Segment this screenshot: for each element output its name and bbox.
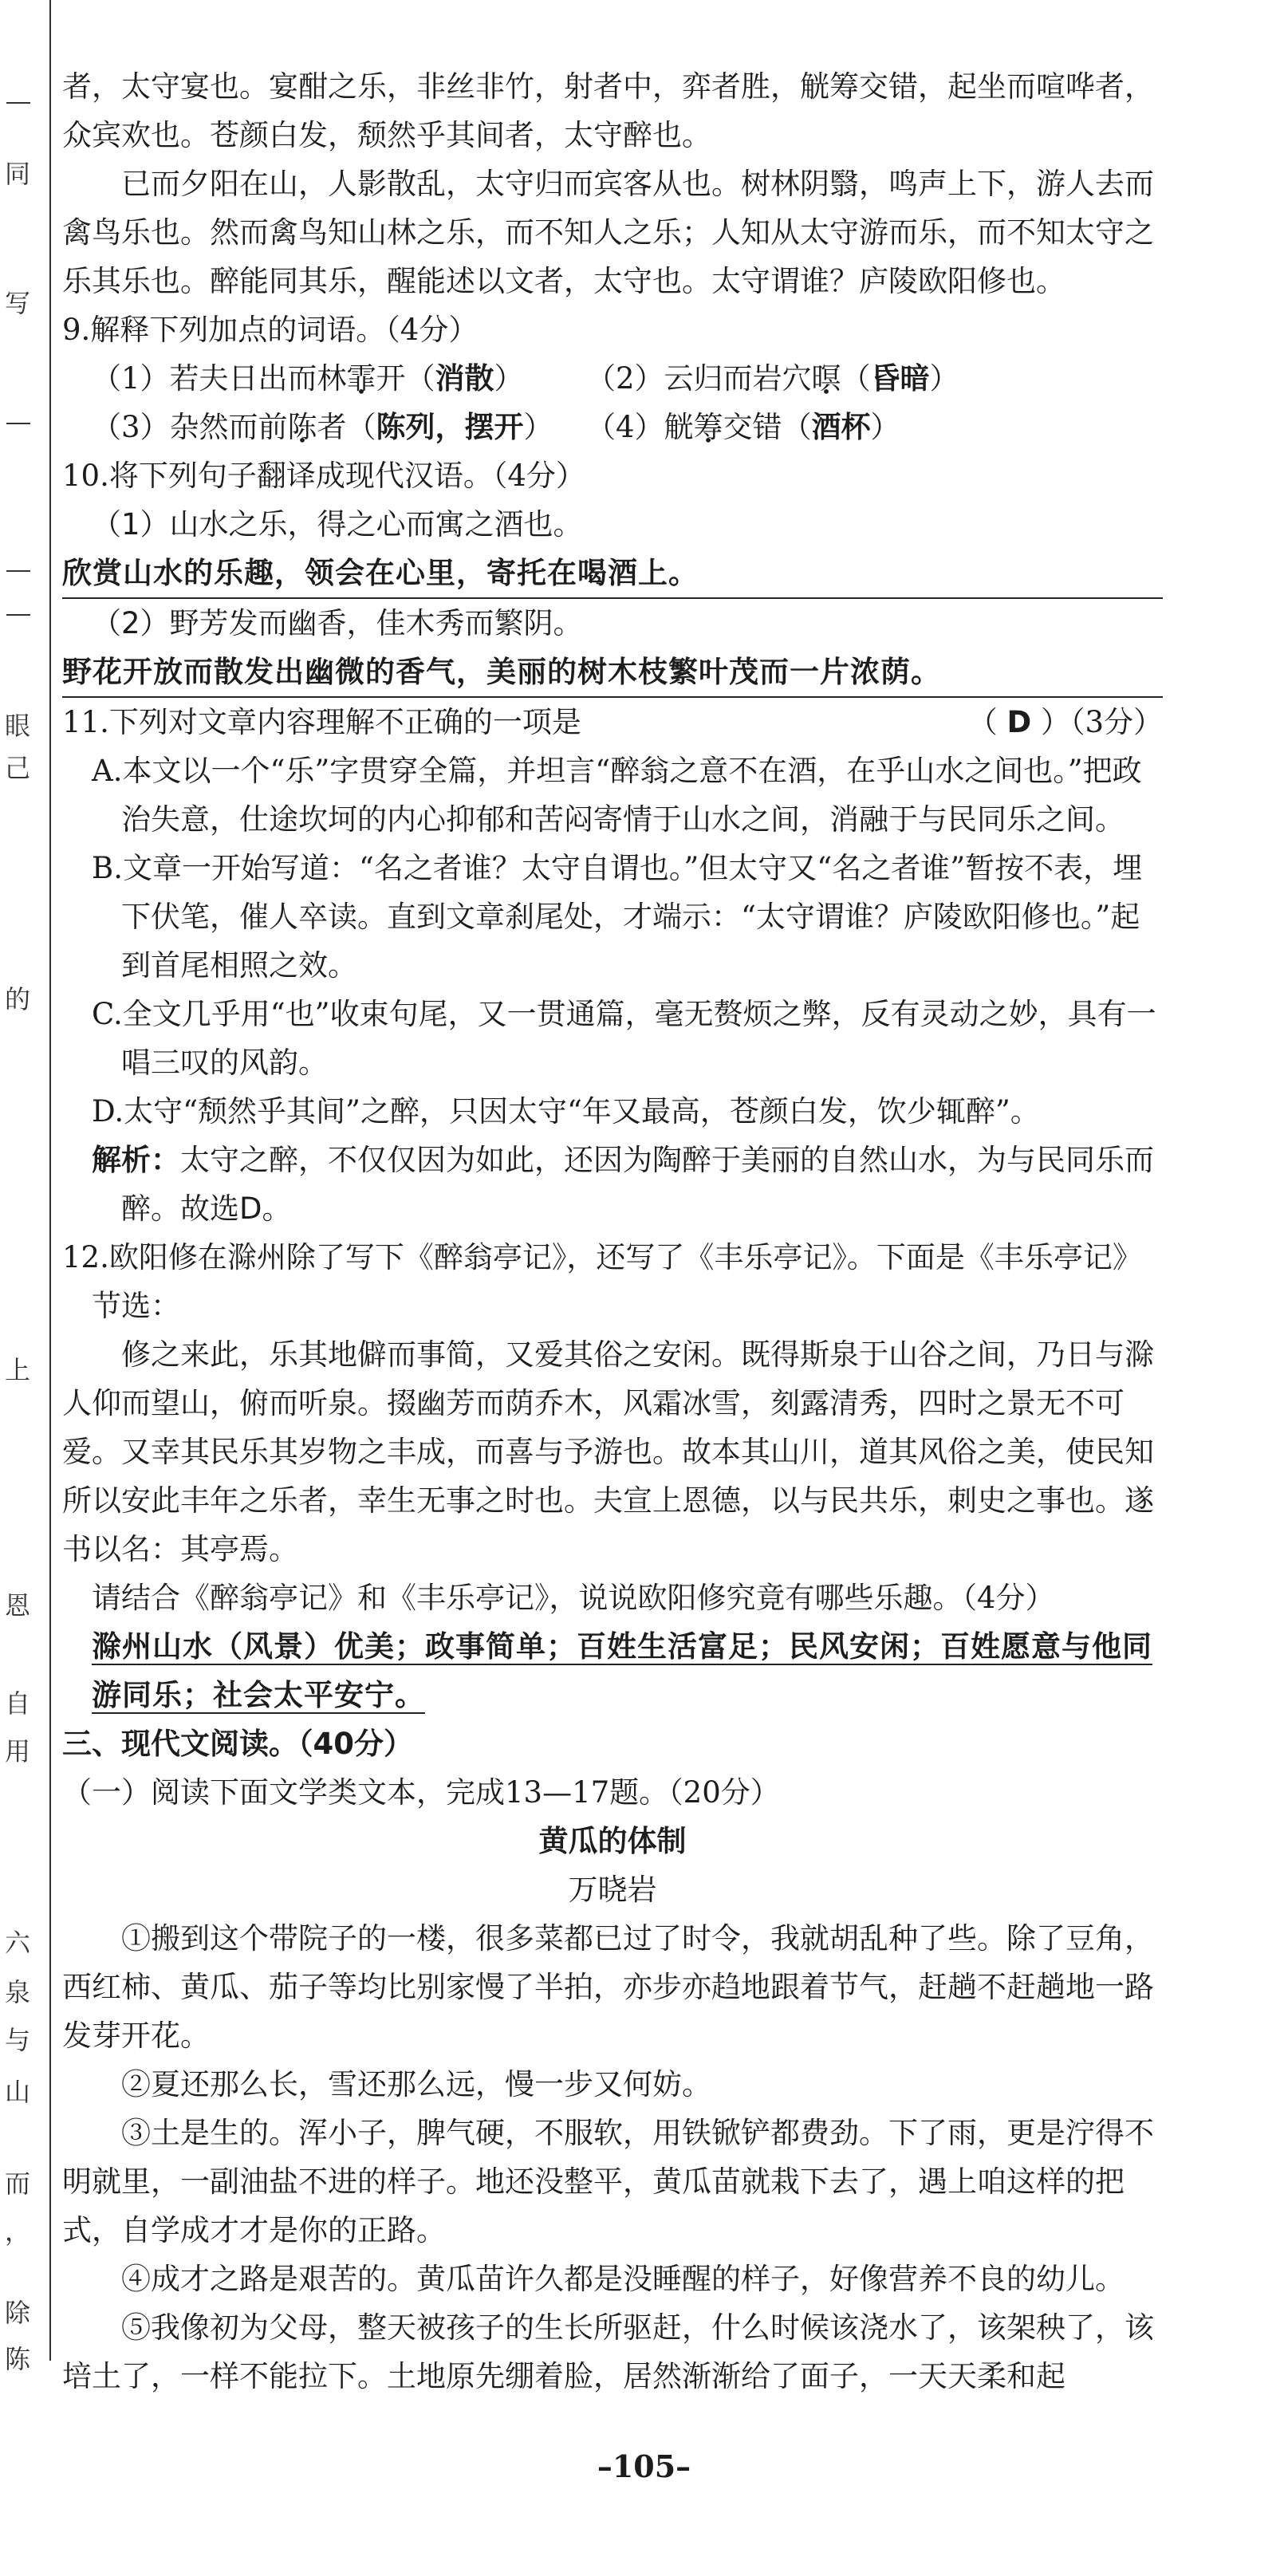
margin-char: 己 (4, 753, 30, 783)
article-title: 黄瓜的体制 (538, 1824, 687, 1858)
article-author: 万晓岩 (568, 1873, 657, 1907)
q11-answer-slot: （ D ）（3分） (967, 705, 1163, 739)
margin-char: 与 (4, 2025, 30, 2055)
margin-char: 而 (4, 2168, 30, 2199)
margin-char: ， (4, 2216, 30, 2247)
answer-text: 昏暗 (870, 361, 930, 396)
question-9-stem: 9.解释下列加点的词语。（4分） (62, 313, 479, 347)
margin-rule (6, 423, 30, 424)
margin-rule (6, 570, 30, 572)
q10-sentence-1: （1）山水之乐，得之心而寓之酒也。 (92, 507, 583, 542)
article-paragraph: ②夏还那么长，雪还那么远，慢一步又何妨。 (121, 2067, 711, 2101)
question-9-row (62, 403, 1163, 451)
binding-margin (0, 0, 51, 2374)
answer-text: 消散 (435, 361, 494, 396)
q11-option-d: D.太守“颓然乎其间”之醉，只因太守“年又最高，苍颜白发，饮少辄醉”。 (92, 1094, 1040, 1128)
question-12-stem: 12.欧阳修在滁州除了写下《醉翁亭记》，还写了《丰乐亭记》。下面是《丰乐亭记》节选： (62, 1240, 1142, 1323)
q12-excerpt: 修之来此，乐其地僻而事简，又爱其俗之安闲。既得斯泉于山谷之间，乃日与滁人仰而望山，俯而听泉。掇幽芳而荫乔木，风霜冰雪，刻露清秀，四时之景无不可爱。又幸其民乐其岁物之丰成，而喜与予游也。故本其山川，道其风俗之美，使民知所以安此丰年之乐者，幸生无事之时也。夫宣上恩德，以与民共乐，刺史之事也。遂书以名：其亭焉。 (62, 1337, 1154, 1566)
q9-item-3: （3）杂然而前陈者（陈列，摆开） (92, 410, 553, 444)
margin-char: 山 (4, 2077, 30, 2107)
margin-char: 用 (4, 1736, 30, 1767)
article-paragraph: ③土是生的。浑小子，脾气硬，不服软，用铁锨铲都费劲。下了雨，更是泞得不明就里，一副油盐不进的样子。地还没整平，黄瓜苗就栽下去了，遇上咱这样的把式，自学成才才是你的正路。 (62, 2116, 1154, 2247)
page-content (62, 62, 1163, 2401)
margin-char: 恩 (4, 1590, 30, 1621)
q10-answer-1: 欣赏山水的乐趣，领会在心里，寄托在喝酒上。 (62, 549, 1163, 599)
article-paragraph: ④成才之路是艰苦的。黄瓜苗许久都是没睡醒的样子，好像营养不良的幼儿。 (121, 2262, 1125, 2296)
margin-char: 的 (4, 984, 30, 1014)
margin-char: 除 (4, 2298, 30, 2328)
article-paragraph: ⑤我像初为父母，整天被孩子的生长所驱赶，什么时候该浇水了，该架秧了，该培土了，一样不能拉下。土地原先绷着脸，居然渐渐给了面子，一天天柔和起 (62, 2310, 1154, 2393)
margin-char: 自 (4, 1688, 30, 1719)
answer-text: 酒杯 (811, 410, 871, 444)
margin-char: 六 (4, 1928, 30, 1958)
q12-answer: 滁州山水（风景）优美；政事简单；百姓生活富足；民风安闲；百姓愿意与他同游同乐；社会太平安宁。 (92, 1629, 1152, 1712)
q10-answer-2: 野花开放而散发出幽微的香气，美丽的树木枝繁叶茂而一片浓荫。 (62, 648, 1163, 698)
passage-line: 众宾欢也。苍颜白发，颓然乎其间者，太守醉也。 (62, 118, 711, 152)
passage-line: 者，太守宴也。宴酣之乐，非丝非竹，射者中，弈者胜，觥筹交错，起坐而喧哗者， (62, 69, 1154, 104)
q10-sentence-2: （2）野芳发而幽香，佳木秀而繁阴。 (92, 606, 583, 640)
margin-char: 眼 (4, 711, 30, 741)
section-heading: 三、现代文阅读。（40分） (62, 1727, 413, 1761)
question-10-stem: 10.将下列句子翻译成现代汉语。（4分） (62, 459, 585, 493)
q9-item-1: （1）若夫日出而林霏开（消散） (92, 361, 524, 396)
margin-rule (6, 102, 30, 104)
q11-option-b: B.文章一开始写道：“名之者谁？太守自谓也。”但太守又“名之者谁”暂按不表，埋下伏笔，催人卒读。直到文章刹尾处，才端示：“太守谓谁？庐陵欧阳修也。”起到首尾相照之效。 (92, 851, 1143, 983)
passage-paragraph: 已而夕阳在山，人影散乱，太守归而宾客从也。树林阴翳，鸣声上下，游人去而禽鸟乐也。然而禽鸟知山林之乐，而不知人之乐；人知从太守游而乐，而不知太守之乐其乐也。醉能同其乐，醒能述以文者，太守也。太守谓谁？庐陵欧阳修也。 (62, 167, 1154, 298)
margin-char: 泉 (4, 1977, 30, 2007)
page-number: –105– (597, 2448, 691, 2484)
section-subheading: （一）阅读下面文学类文本，完成13—17题。（20分） (62, 1775, 780, 1810)
answer-text: 陈列，摆开 (376, 410, 524, 444)
q12-ask: 请结合《醉翁亭记》和《丰乐亭记》，说说欧阳修究竟有哪些乐趣。（4分） (92, 1581, 1055, 1615)
answer-text: D (1006, 705, 1032, 739)
margin-char: 陈 (4, 2344, 30, 2374)
q11-option-c: C.全文几乎用“也”收束句尾，又一贯通篇，毫无赘烦之弊，反有灵动之妙，具有一唱三叹的风韵。 (92, 997, 1156, 1080)
question-11-stem: 11.下列对文章内容理解不正确的一项是 （ D ）（3分） (62, 698, 1163, 746)
article-paragraph: ①搬到这个带院子的一楼，很多菜都已过了时令，我就胡乱种了些。除了豆角，西红柿、黄瓜、茄子等均比别家慢了半拍，亦步亦趋地跟着节气，赶趟不赶趟地一路发芽开花。 (62, 1921, 1154, 2053)
question-9-row (62, 354, 1163, 403)
q11-analysis: 解析：太守之醉，不仅仅因为如此，还因为陶醉于美丽的自然山水，为与民同乐而醉。故选D。 (92, 1143, 1154, 1226)
margin-rule (6, 614, 30, 616)
q9-item-4: （4）觥筹交错（酒杯） (586, 410, 900, 444)
margin-char: 同 (4, 159, 30, 189)
margin-char: 上 (4, 1355, 30, 1385)
q9-item-2: （2）云归而岩穴暝（昏暗） (586, 361, 959, 396)
margin-char: 写 (4, 288, 30, 318)
q11-option-a: A.本文以一个“乐”字贯穿全篇，并坦言“醉翁之意不在酒，在乎山水之间也。”把政治失意，仕途坎坷的内心抑郁和苦闷寄情于山水之间，消融于与民同乐之间。 (92, 754, 1142, 837)
